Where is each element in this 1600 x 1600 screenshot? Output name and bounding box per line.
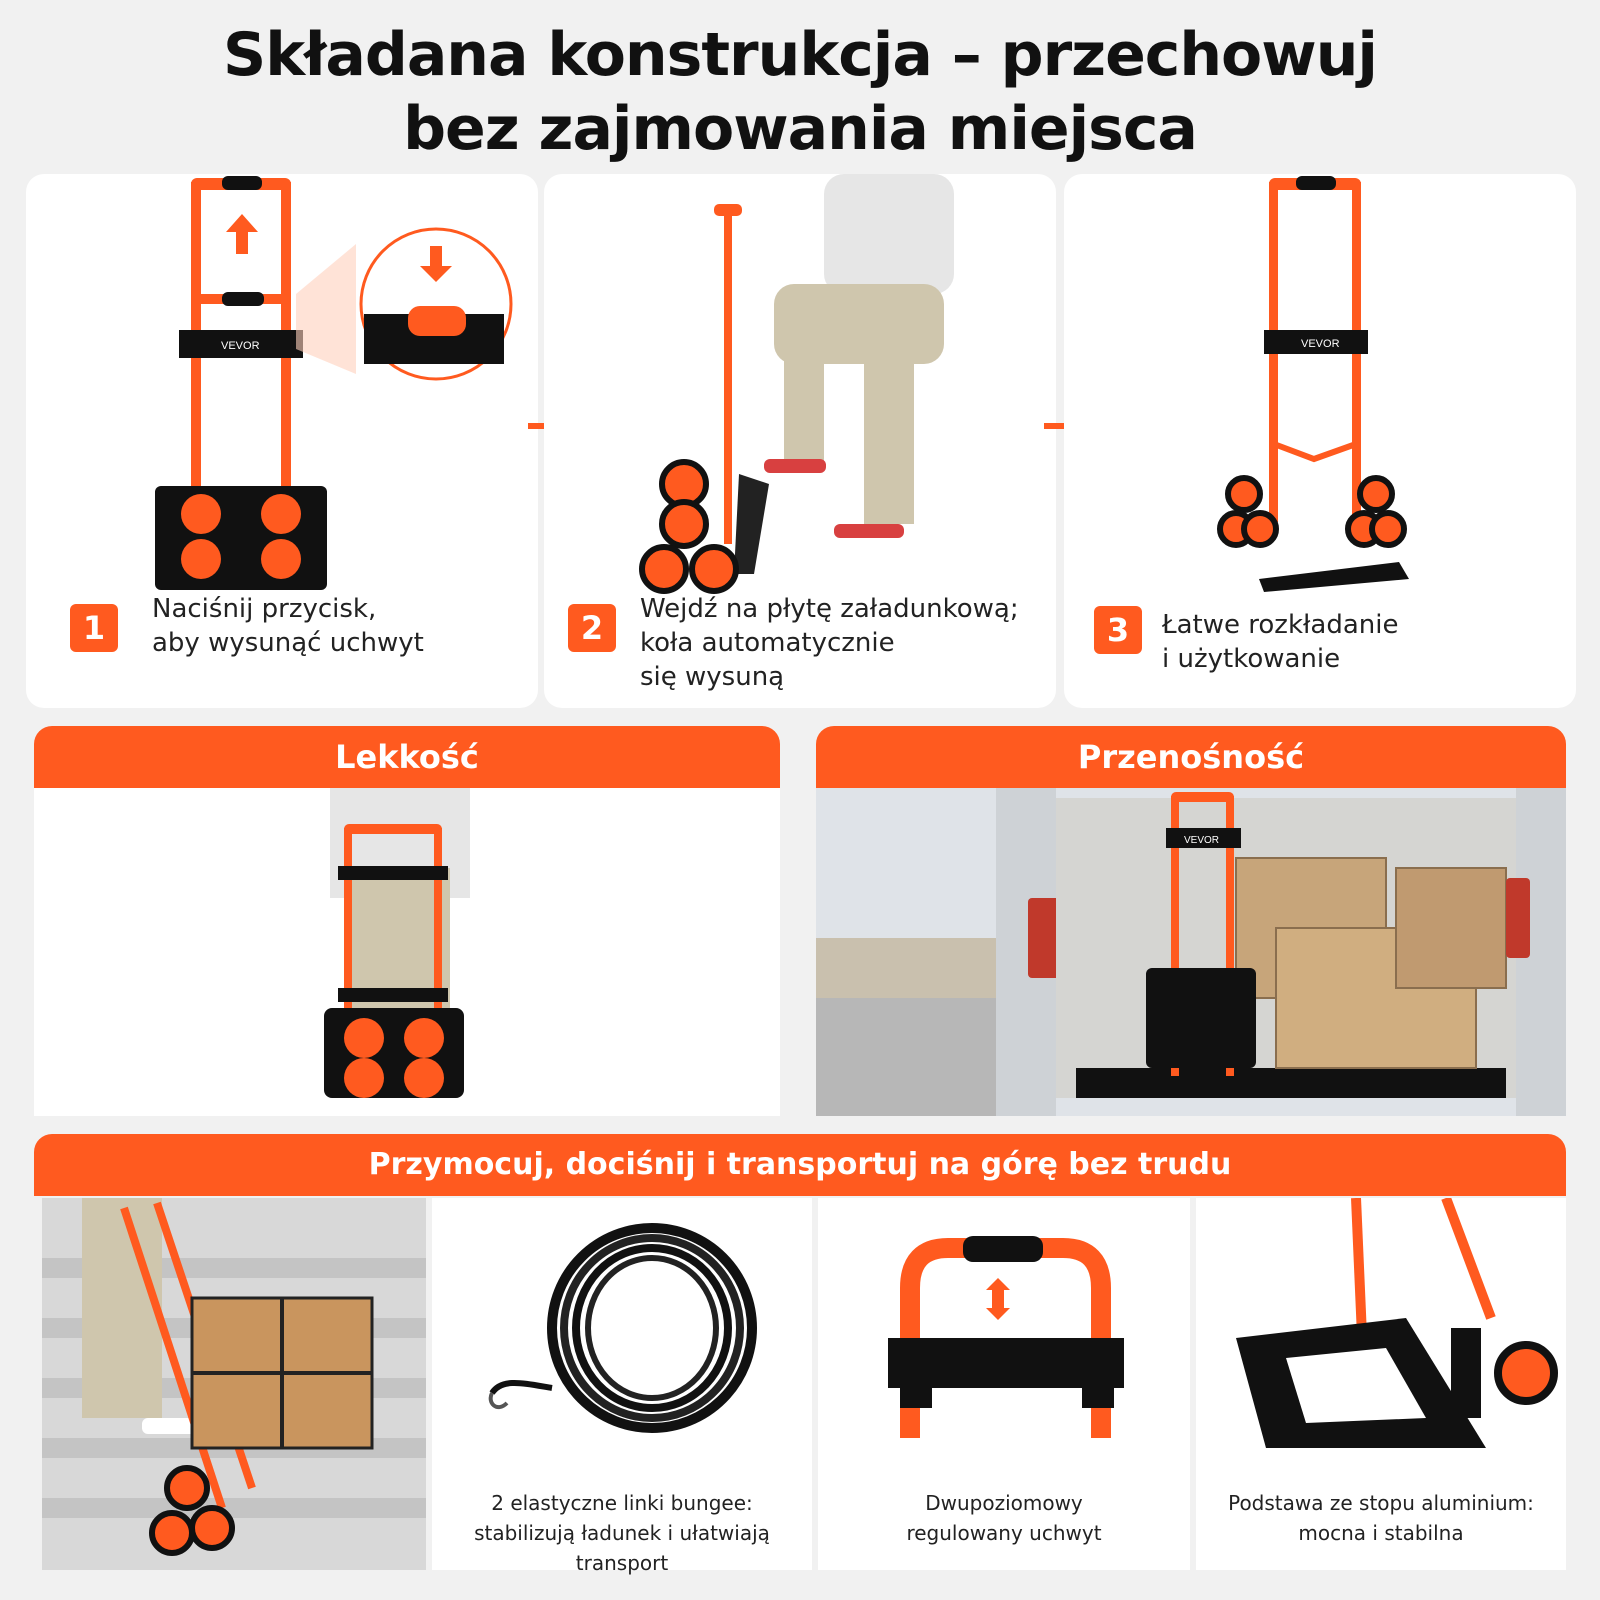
step-card-2: [544, 174, 1056, 708]
handle-caption: [818, 1488, 1190, 1548]
page-title: [0, 18, 1600, 166]
person-stepping-on-trolley-image: [544, 174, 1056, 594]
base-caption-line-2: mocna i stabilna: [1298, 1521, 1464, 1545]
title-line-1: Składana konstrukcja – przechowuj: [223, 20, 1377, 90]
bungee-cords-image: [432, 1198, 812, 1488]
step-3-line-1: Łatwe rozkładanie: [1162, 610, 1399, 640]
trolley-folded-image: [26, 174, 538, 594]
step-1-line-2: aby wysunąć uchwyt: [152, 628, 424, 658]
bungee-caption-line-2: stabilizują ładunek i ułatwiają transport: [474, 1521, 770, 1575]
trolley-in-van-image: [816, 788, 1566, 1116]
portability-panel: [816, 788, 1566, 1116]
title-line-2: bez zajmowania miejsca: [403, 94, 1197, 164]
bungee-caption: [432, 1488, 812, 1578]
trolley-unfolded-image: [1064, 174, 1576, 594]
carrying-folded-trolley-image: [34, 788, 780, 1116]
handle-panel: [818, 1198, 1190, 1570]
step-2-line-2: koła automatycznie: [640, 628, 895, 658]
bottom-section-title: Przymocuj, dociśnij i transportuj na górę bez trudu: [34, 1134, 1566, 1196]
step-3-line-2: i użytkowanie: [1162, 644, 1341, 674]
handle-caption-line-1: Dwupoziomowy: [925, 1491, 1083, 1515]
handle-caption-line-2: regulowany uchwyt: [906, 1521, 1102, 1545]
lightness-panel: [34, 788, 780, 1116]
step-2-line-1: Wejdź na płytę załadunkową;: [640, 594, 1019, 624]
bungee-caption-line-1: 2 elastyczne linki bungee:: [491, 1491, 753, 1515]
feature-title-portability: Przenośność: [816, 726, 1566, 788]
step-card-3: [1064, 174, 1576, 708]
brand-label: VEVOR: [221, 340, 260, 352]
step-badge-2: 2: [568, 604, 616, 652]
aluminium-base-image: [1196, 1198, 1566, 1488]
adjustable-handle-image: [818, 1198, 1190, 1488]
brand-label: VEVOR: [1184, 835, 1220, 846]
step-badge-3: 3: [1094, 606, 1142, 654]
step-badge-1: 1: [70, 604, 118, 652]
step-2-text: [640, 592, 1019, 694]
step-card-1: [26, 174, 538, 708]
base-caption: [1196, 1488, 1566, 1548]
step-1-text: [152, 592, 424, 660]
step-1-line-1: Naciśnij przycisk,: [152, 594, 377, 624]
base-caption-line-1: Podstawa ze stopu aluminium:: [1228, 1491, 1534, 1515]
stairs-panel: [42, 1198, 426, 1570]
bungee-panel: [432, 1198, 812, 1575]
climbing-stairs-image: [42, 1198, 426, 1570]
step-2-line-3: się wysuną: [640, 662, 785, 692]
brand-label: VEVOR: [1301, 338, 1340, 350]
base-panel: [1196, 1198, 1566, 1570]
feature-title-lightness: Lekkość: [34, 726, 780, 788]
step-3-text: [1162, 608, 1398, 676]
